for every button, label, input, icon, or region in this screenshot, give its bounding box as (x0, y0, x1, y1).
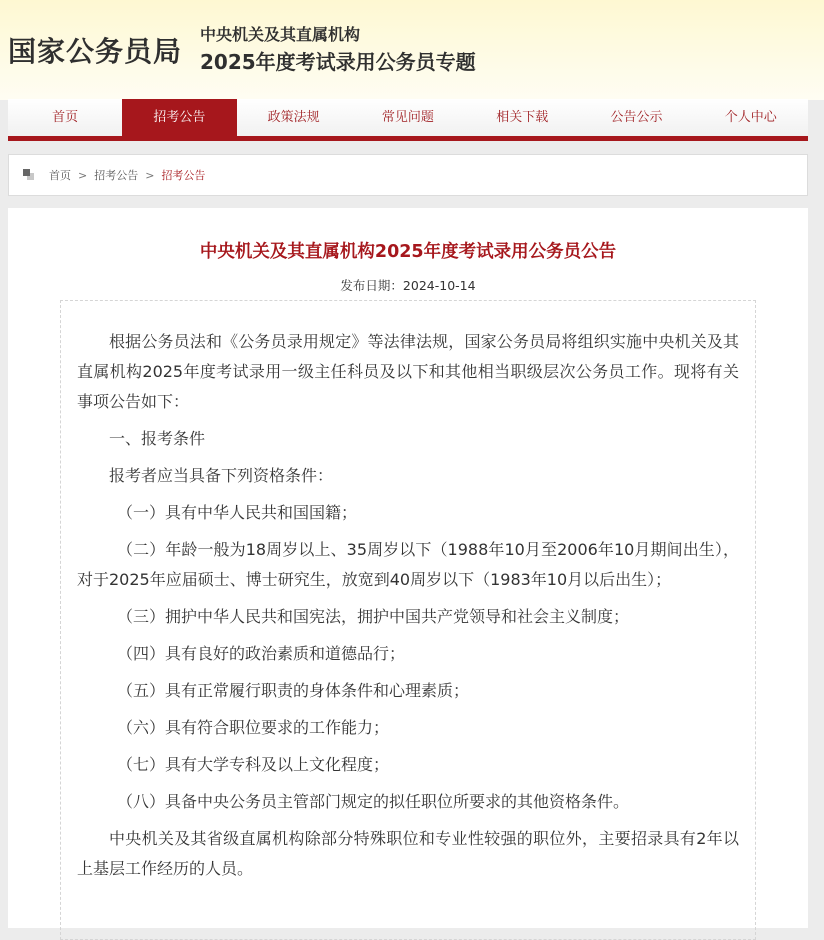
list-item: （七）具有大学专科及以上文化程度； (117, 755, 390, 774)
article-paragraph: 根据公务员法和《公务员录用规定》等法律法规，国家公务员局将组织实施中央机关及其直属机构2025年度考试录用一级主任科员及以下和其他相当职级层次公务员工作。现将有关事项公告如下： (77, 332, 739, 411)
article-paragraph: 报考者应当具备下列资格条件： (109, 466, 334, 485)
list-item: （一）具有中华人民共和国国籍； (117, 503, 358, 522)
main-nav (8, 99, 808, 141)
header-subtitle-line2: 2025年度考试录用公务员专题 (200, 50, 476, 74)
publish-date-label: 发布日期： (340, 278, 403, 293)
publish-date-value: 2024-10-14 (402, 278, 476, 293)
breadcrumb-home[interactable]: 首页 (49, 169, 71, 182)
nav-item-announcements[interactable]: 公告公示 (610, 110, 663, 125)
breadcrumb-recruitment[interactable]: 招考公告 (94, 169, 139, 182)
nav-item-personal-center[interactable]: 个人中心 (724, 110, 777, 125)
article-paragraph: 中央机关及其省级直属机构除部分特殊职位和专业性较强的职位外，主要招录具有2年以上基层工作经历的人员。 (77, 829, 739, 878)
article-body (60, 300, 756, 940)
header-subtitle-line1: 中央机关及其直属机构 (200, 25, 361, 44)
list-item: （三）拥护中华人民共和国宪法，拥护中国共产党领导和社会主义制度； (117, 607, 630, 626)
location-icon (23, 169, 35, 181)
nav-item-home[interactable]: 首页 (52, 110, 79, 125)
article-container (8, 208, 808, 928)
publish-date (8, 276, 808, 294)
breadcrumb (8, 154, 808, 196)
nav-item-recruitment-notice[interactable]: 招考公告 (122, 99, 236, 136)
section-heading: 一、报考条件 (109, 429, 206, 448)
article-title: 中央机关及其直属机构2025年度考试录用公务员公告 (199, 242, 617, 262)
list-item: （六）具有符合职位要求的工作能力； (117, 718, 390, 737)
list-item: （四）具有良好的政治素质和道德品行； (117, 644, 406, 663)
nav-item-downloads[interactable]: 相关下载 (496, 110, 549, 125)
breadcrumb-separator: > (145, 168, 155, 182)
site-header (0, 0, 824, 100)
nav-item-faq[interactable]: 常见问题 (381, 110, 434, 125)
breadcrumb-current[interactable]: 招考公告 (161, 169, 206, 182)
list-item: （八）具备中央公务员主管部门规定的拟任职位所要求的其他资格条件。 (117, 792, 630, 811)
list-item: （五）具有正常履行职责的身体条件和心理素质； (117, 681, 470, 700)
site-logo[interactable]: 国家公务员局 (8, 35, 183, 68)
nav-item-policies[interactable]: 政策法规 (267, 110, 320, 125)
list-item: （二）年龄一般为18周岁以上、35周岁以下（1988年10月至2006年10月期间出生），对于2025年应届硕士、博士研究生，放宽到40周岁以下（1983年10月以后出生）； (77, 540, 739, 589)
breadcrumb-separator: > (78, 168, 88, 182)
